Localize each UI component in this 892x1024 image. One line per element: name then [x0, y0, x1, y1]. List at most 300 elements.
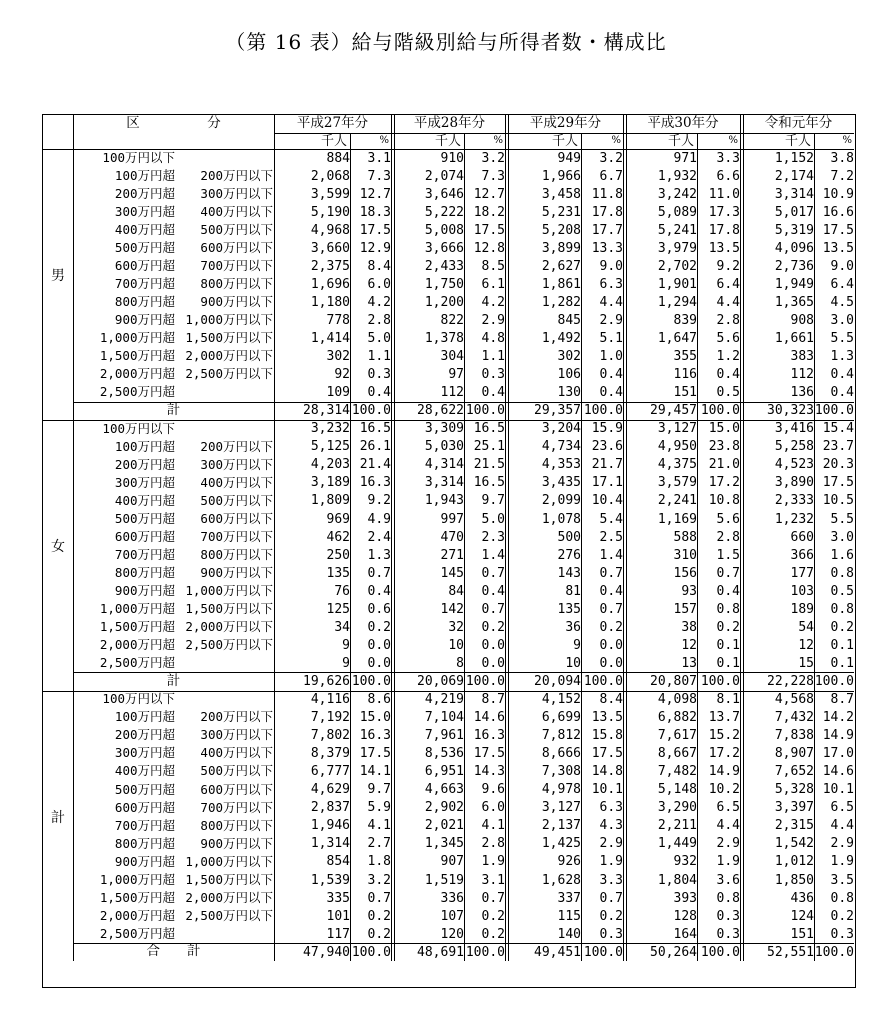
- cell-pct: 3.5: [830, 872, 854, 888]
- total-pct: 100.0: [700, 673, 740, 689]
- cell-count: 884: [326, 150, 350, 166]
- cell-pct: 16.3: [473, 728, 505, 744]
- cell-pct: 1.4: [599, 547, 623, 563]
- table-row: [43, 330, 855, 348]
- bracket-lower: 300万円超: [114, 203, 175, 219]
- cell-pct: 16.5: [359, 421, 391, 437]
- cell-pct: 12.7: [359, 186, 391, 202]
- cell-pct: 10.9: [822, 186, 854, 202]
- bracket-upper: 300万円以下: [200, 456, 273, 472]
- cell-count: 3,416: [774, 421, 814, 437]
- cell-pct: 4.2: [481, 294, 505, 310]
- cell-count: 3,232: [310, 421, 350, 437]
- table-row: [43, 853, 855, 871]
- cell-count: 5,231: [541, 204, 581, 220]
- total-pct: 100.0: [814, 403, 854, 419]
- total-count: 47,940: [303, 944, 350, 960]
- cell-count: 2,174: [774, 168, 814, 184]
- cell-count: 932: [673, 854, 697, 870]
- cell-count: 3,666: [424, 240, 464, 256]
- bracket-lower: 2,000万円超: [99, 907, 175, 923]
- cell-count: 302: [557, 349, 581, 365]
- table-row: [43, 438, 855, 456]
- cell-pct: 0.1: [830, 637, 854, 653]
- cell-pct: 15.2: [708, 728, 740, 744]
- cell-pct: 23.6: [591, 439, 623, 455]
- cell-count: 5,017: [774, 204, 814, 220]
- cell-count: 4,523: [774, 457, 814, 473]
- bracket-lower: 900万円超: [114, 582, 175, 598]
- bracket-lower: 100万円以下: [102, 149, 175, 165]
- data-table: [42, 114, 856, 988]
- cell-pct: 7.3: [481, 168, 505, 184]
- header-kubun: 区 分: [126, 115, 221, 132]
- total-count: 29,357: [534, 403, 581, 419]
- cell-pct: 6.3: [599, 276, 623, 292]
- cell-pct: 0.4: [716, 367, 740, 383]
- cell-count: 854: [326, 854, 350, 870]
- cell-count: 9: [342, 637, 350, 653]
- cell-count: 3,127: [541, 800, 581, 816]
- cell-count: 2,433: [424, 258, 464, 274]
- cell-count: 1,932: [657, 168, 697, 184]
- cell-pct: 21.5: [473, 457, 505, 473]
- total-pct: 100.0: [351, 673, 391, 689]
- cell-count: 4,568: [774, 692, 814, 708]
- table-row: [43, 636, 855, 654]
- cell-count: 2,137: [541, 818, 581, 834]
- cell-count: 4,098: [657, 692, 697, 708]
- cell-pct: 0.0: [481, 637, 505, 653]
- bracket-lower: 100万円以下: [102, 691, 175, 707]
- bracket-upper: 1,000万円以下: [185, 312, 273, 328]
- bracket-upper: 700万円以下: [200, 528, 273, 544]
- bracket-lower: 2,000万円超: [99, 637, 175, 653]
- cell-pct: 2.4: [367, 529, 391, 545]
- cell-count: 92: [334, 367, 350, 383]
- bracket-upper: 200万円以下: [200, 438, 273, 454]
- cell-pct: 5.6: [716, 511, 740, 527]
- cell-count: 335: [326, 890, 350, 906]
- total-count: 48,691: [417, 944, 464, 960]
- cell-pct: 17.2: [708, 746, 740, 762]
- total-count: 50,264: [650, 944, 697, 960]
- cell-count: 2,333: [774, 493, 814, 509]
- bracket-lower: 800万円超: [114, 564, 175, 580]
- cell-count: 136: [790, 385, 814, 401]
- bracket-lower: 100万円超: [114, 438, 175, 454]
- cell-pct: 16.5: [473, 475, 505, 491]
- cell-count: 7,802: [310, 728, 350, 744]
- cell-pct: 2.7: [367, 836, 391, 852]
- cell-pct: 4.8: [481, 331, 505, 347]
- total-pct: 100.0: [583, 944, 623, 960]
- cell-pct: 6.4: [716, 276, 740, 292]
- cell-pct: 0.2: [830, 619, 854, 635]
- cell-pct: 17.5: [473, 222, 505, 238]
- total-count: 20,069: [417, 673, 464, 689]
- cell-pct: 2.8: [716, 312, 740, 328]
- header-year: 平成29年分: [529, 115, 602, 132]
- cell-count: 84: [448, 583, 464, 599]
- table-row: [43, 546, 855, 564]
- total-pct: 100.0: [465, 673, 505, 689]
- cell-count: 3,204: [541, 421, 581, 437]
- bracket-upper: 800万円以下: [200, 817, 273, 833]
- total-pct: 100.0: [583, 403, 623, 419]
- section-separator-line: [43, 420, 854, 421]
- cell-count: 1,365: [774, 294, 814, 310]
- header-year: 令和元年分: [764, 115, 833, 132]
- cell-pct: 17.7: [591, 222, 623, 238]
- cell-count: 140: [557, 926, 581, 942]
- cell-pct: 0.7: [481, 890, 505, 906]
- section-label: 女: [51, 539, 65, 556]
- bracket-lower: 200万円超: [114, 727, 175, 743]
- cell-count: 845: [557, 312, 581, 328]
- cell-count: 971: [673, 150, 697, 166]
- cell-pct: 0.2: [481, 619, 505, 635]
- cell-pct: 3.2: [599, 150, 623, 166]
- cell-count: 337: [557, 890, 581, 906]
- cell-count: 106: [557, 367, 581, 383]
- cell-pct: 0.7: [367, 565, 391, 581]
- cell-pct: 0.4: [367, 385, 391, 401]
- cell-count: 2,902: [424, 800, 464, 816]
- table-row: [43, 691, 855, 709]
- cell-pct: 0.7: [481, 601, 505, 617]
- cell-count: 276: [557, 547, 581, 563]
- cell-pct: 9.7: [367, 782, 391, 798]
- cell-count: 125: [326, 601, 350, 617]
- cell-pct: 17.3: [708, 204, 740, 220]
- total-label: 計: [166, 672, 181, 689]
- cell-pct: 3.2: [481, 150, 505, 166]
- cell-pct: 5.5: [830, 511, 854, 527]
- cell-count: 4,314: [424, 457, 464, 473]
- cell-pct: 8.7: [830, 692, 854, 708]
- unit-pct-label: %: [493, 135, 503, 146]
- bracket-lower: 800万円超: [114, 835, 175, 851]
- cell-count: 4,968: [310, 222, 350, 238]
- table-row: [43, 600, 855, 618]
- cell-pct: 5.5: [830, 331, 854, 347]
- cell-count: 5,319: [774, 222, 814, 238]
- cell-count: 1,542: [774, 836, 814, 852]
- cell-pct: 14.9: [822, 728, 854, 744]
- bracket-upper: 400万円以下: [200, 203, 273, 219]
- unit-pct-label: %: [842, 135, 852, 146]
- cell-count: 112: [790, 367, 814, 383]
- bracket-upper: 600万円以下: [200, 781, 273, 797]
- bracket-upper: 2,000万円以下: [185, 889, 273, 905]
- cell-pct: 0.4: [830, 385, 854, 401]
- cell-pct: 1.5: [716, 547, 740, 563]
- table-row: [43, 654, 855, 672]
- cell-count: 3,435: [541, 475, 581, 491]
- cell-pct: 0.0: [481, 655, 505, 671]
- unit-count-label: 千人: [784, 133, 811, 149]
- pct-column-line: [814, 133, 815, 961]
- cell-count: 2,241: [657, 493, 697, 509]
- cell-pct: 2.3: [481, 529, 505, 545]
- cell-count: 3,309: [424, 421, 464, 437]
- cell-count: 8,907: [774, 746, 814, 762]
- cell-count: 1,078: [541, 511, 581, 527]
- cell-pct: 14.6: [473, 710, 505, 726]
- cell-pct: 10.2: [708, 782, 740, 798]
- cell-pct: 1.0: [599, 349, 623, 365]
- cell-count: 5,148: [657, 782, 697, 798]
- table-row: [43, 871, 855, 889]
- cell-count: 130: [557, 385, 581, 401]
- cell-pct: 13.5: [822, 240, 854, 256]
- header-row-years: [43, 115, 855, 133]
- cell-pct: 12.8: [473, 240, 505, 256]
- cell-pct: 0.5: [830, 583, 854, 599]
- section-label: 男: [51, 268, 65, 285]
- cell-pct: 1.1: [481, 349, 505, 365]
- bracket-upper: 2,500万円以下: [185, 907, 273, 923]
- cell-pct: 9.6: [481, 782, 505, 798]
- bracket-upper: 800万円以下: [200, 276, 273, 292]
- unit-pct-label: %: [611, 135, 621, 146]
- cell-pct: 0.2: [716, 619, 740, 635]
- unit-pct-label: %: [379, 135, 389, 146]
- cell-count: 1,492: [541, 331, 581, 347]
- table-row: [43, 275, 855, 293]
- cell-pct: 2.9: [481, 312, 505, 328]
- cell-count: 115: [557, 908, 581, 924]
- cell-pct: 6.6: [716, 168, 740, 184]
- year-group-line: [394, 115, 395, 961]
- year-group-line-double: [623, 115, 624, 961]
- cell-pct: 9.2: [367, 493, 391, 509]
- table-row: [43, 763, 855, 781]
- bracket-lower: 2,500万円超: [99, 384, 175, 400]
- cell-pct: 0.8: [830, 565, 854, 581]
- cell-pct: 12.7: [473, 186, 505, 202]
- cell-count: 7,192: [310, 710, 350, 726]
- cell-count: 93: [681, 583, 697, 599]
- cell-count: 1,861: [541, 276, 581, 292]
- cell-count: 128: [673, 908, 697, 924]
- cell-pct: 4.3: [599, 818, 623, 834]
- cell-count: 3,314: [424, 475, 464, 491]
- cell-pct: 17.5: [359, 746, 391, 762]
- table-row: [43, 925, 855, 943]
- cell-count: 2,211: [657, 818, 697, 834]
- bracket-upper: 500万円以下: [200, 492, 273, 508]
- cell-pct: 9.0: [830, 258, 854, 274]
- cell-pct: 14.3: [473, 764, 505, 780]
- cell-pct: 3.8: [830, 150, 854, 166]
- cell-pct: 15.0: [359, 710, 391, 726]
- table-row: [43, 149, 855, 167]
- table-row: [43, 817, 855, 835]
- cell-pct: 0.2: [481, 926, 505, 942]
- cell-pct: 3.1: [367, 150, 391, 166]
- cell-count: 500: [557, 529, 581, 545]
- table-row: [43, 510, 855, 528]
- cell-count: 112: [440, 385, 464, 401]
- cell-pct: 17.5: [591, 746, 623, 762]
- unit-count-label: 千人: [320, 133, 347, 149]
- cell-count: 660: [790, 529, 814, 545]
- cell-pct: 17.5: [822, 475, 854, 491]
- cell-count: 4,629: [310, 782, 350, 798]
- table-row: [43, 907, 855, 925]
- cell-pct: 18.2: [473, 204, 505, 220]
- table-row: [43, 348, 855, 366]
- bracket-upper: 2,000万円以下: [185, 619, 273, 635]
- total-count: 28,314: [303, 403, 350, 419]
- cell-pct: 5.9: [367, 800, 391, 816]
- bracket-upper: 900万円以下: [200, 564, 273, 580]
- cell-count: 1,661: [774, 331, 814, 347]
- cell-pct: 15.8: [591, 728, 623, 744]
- cell-pct: 14.1: [359, 764, 391, 780]
- cell-count: 908: [790, 312, 814, 328]
- bracket-upper: 700万円以下: [200, 799, 273, 815]
- table-row: [43, 799, 855, 817]
- total-count: 52,551: [767, 944, 814, 960]
- table-row: [43, 293, 855, 311]
- total-label: 計: [166, 401, 181, 418]
- bracket-lower: 900万円超: [114, 853, 175, 869]
- cell-count: 462: [326, 529, 350, 545]
- total-count: 20,807: [650, 673, 697, 689]
- cell-pct: 0.2: [367, 619, 391, 635]
- cell-count: 5,241: [657, 222, 697, 238]
- cell-count: 135: [557, 601, 581, 617]
- cell-pct: 0.7: [599, 890, 623, 906]
- cell-pct: 6.0: [367, 276, 391, 292]
- bracket-upper: 900万円以下: [200, 294, 273, 310]
- cell-pct: 0.8: [716, 601, 740, 617]
- cell-count: 3,397: [774, 800, 814, 816]
- bracket-upper: 2,500万円以下: [185, 637, 273, 653]
- cell-count: 2,099: [541, 493, 581, 509]
- cell-count: 1,804: [657, 872, 697, 888]
- cell-count: 6,951: [424, 764, 464, 780]
- cell-count: 32: [448, 619, 464, 635]
- cell-pct: 3.0: [830, 312, 854, 328]
- cell-count: 4,353: [541, 457, 581, 473]
- cell-pct: 10.1: [591, 782, 623, 798]
- cell-pct: 0.2: [367, 926, 391, 942]
- cell-pct: 4.4: [599, 294, 623, 310]
- cell-pct: 1.3: [367, 547, 391, 563]
- cell-pct: 3.3: [599, 872, 623, 888]
- cell-count: 304: [440, 349, 464, 365]
- cell-pct: 1.4: [481, 547, 505, 563]
- table-row: [43, 582, 855, 600]
- cell-count: 120: [440, 926, 464, 942]
- bracket-upper: 200万円以下: [200, 709, 273, 725]
- cell-count: 1,539: [310, 872, 350, 888]
- cell-pct: 0.4: [481, 385, 505, 401]
- cell-pct: 0.2: [830, 908, 854, 924]
- bracket-upper: 400万円以下: [200, 474, 273, 490]
- cell-pct: 0.4: [716, 583, 740, 599]
- cell-pct: 4.4: [830, 818, 854, 834]
- cell-count: 1,949: [774, 276, 814, 292]
- table-row: [43, 311, 855, 329]
- bracket-upper: 300万円以下: [200, 727, 273, 743]
- cell-pct: 10.4: [591, 493, 623, 509]
- bracket-lower: 1,500万円超: [99, 889, 175, 905]
- cell-pct: 1.9: [830, 854, 854, 870]
- cell-count: 1,850: [774, 872, 814, 888]
- cell-pct: 2.9: [599, 836, 623, 852]
- bracket-upper: 500万円以下: [200, 763, 273, 779]
- year-group-line-double: [740, 115, 741, 961]
- cell-pct: 2.8: [481, 836, 505, 852]
- cell-pct: 0.4: [481, 583, 505, 599]
- cell-pct: 0.8: [716, 890, 740, 906]
- total-pct: 100.0: [465, 944, 505, 960]
- cell-pct: 17.2: [708, 475, 740, 491]
- bracket-upper: 2,000万円以下: [185, 348, 273, 364]
- cell-count: 54: [798, 619, 814, 635]
- bracket-lower: 300万円超: [114, 745, 175, 761]
- year-group-line: [743, 115, 744, 961]
- cell-count: 2,315: [774, 818, 814, 834]
- cell-pct: 0.3: [716, 926, 740, 942]
- cell-count: 1,966: [541, 168, 581, 184]
- cell-pct: 9.0: [599, 258, 623, 274]
- bracket-upper: 1,000万円以下: [185, 582, 273, 598]
- cell-count: 302: [326, 349, 350, 365]
- cell-count: 5,222: [424, 204, 464, 220]
- cell-pct: 16.5: [473, 421, 505, 437]
- cell-count: 1,696: [310, 276, 350, 292]
- bracket-upper: 1,000万円以下: [185, 853, 273, 869]
- cell-pct: 8.5: [481, 258, 505, 274]
- bracket-upper: 500万円以下: [200, 221, 273, 237]
- cell-pct: 0.7: [599, 565, 623, 581]
- cell-pct: 23.8: [708, 439, 740, 455]
- cell-count: 997: [440, 511, 464, 527]
- cell-pct: 13.7: [708, 710, 740, 726]
- cell-count: 1,378: [424, 331, 464, 347]
- bracket-lower: 600万円超: [114, 258, 175, 274]
- cell-count: 969: [326, 511, 350, 527]
- cell-pct: 0.4: [367, 583, 391, 599]
- cell-pct: 8.4: [599, 692, 623, 708]
- bracket-lower: 800万円超: [114, 294, 175, 310]
- cell-pct: 15.4: [822, 421, 854, 437]
- cell-pct: 16.3: [359, 475, 391, 491]
- cell-count: 3,579: [657, 475, 697, 491]
- bracket-upper: 800万円以下: [200, 546, 273, 562]
- cell-count: 949: [557, 150, 581, 166]
- cell-count: 4,375: [657, 457, 697, 473]
- bracket-lower: 200万円超: [114, 185, 175, 201]
- table-row: [43, 420, 855, 438]
- bracket-lower: 2,000万円超: [99, 366, 175, 382]
- cell-pct: 20.3: [822, 457, 854, 473]
- cell-count: 8,536: [424, 746, 464, 762]
- cell-pct: 1.3: [830, 349, 854, 365]
- cell-count: 97: [448, 367, 464, 383]
- cell-pct: 0.4: [599, 583, 623, 599]
- cell-pct: 0.2: [599, 619, 623, 635]
- cell-pct: 3.2: [367, 872, 391, 888]
- cell-pct: 0.8: [830, 601, 854, 617]
- total-pct: 100.0: [814, 673, 854, 689]
